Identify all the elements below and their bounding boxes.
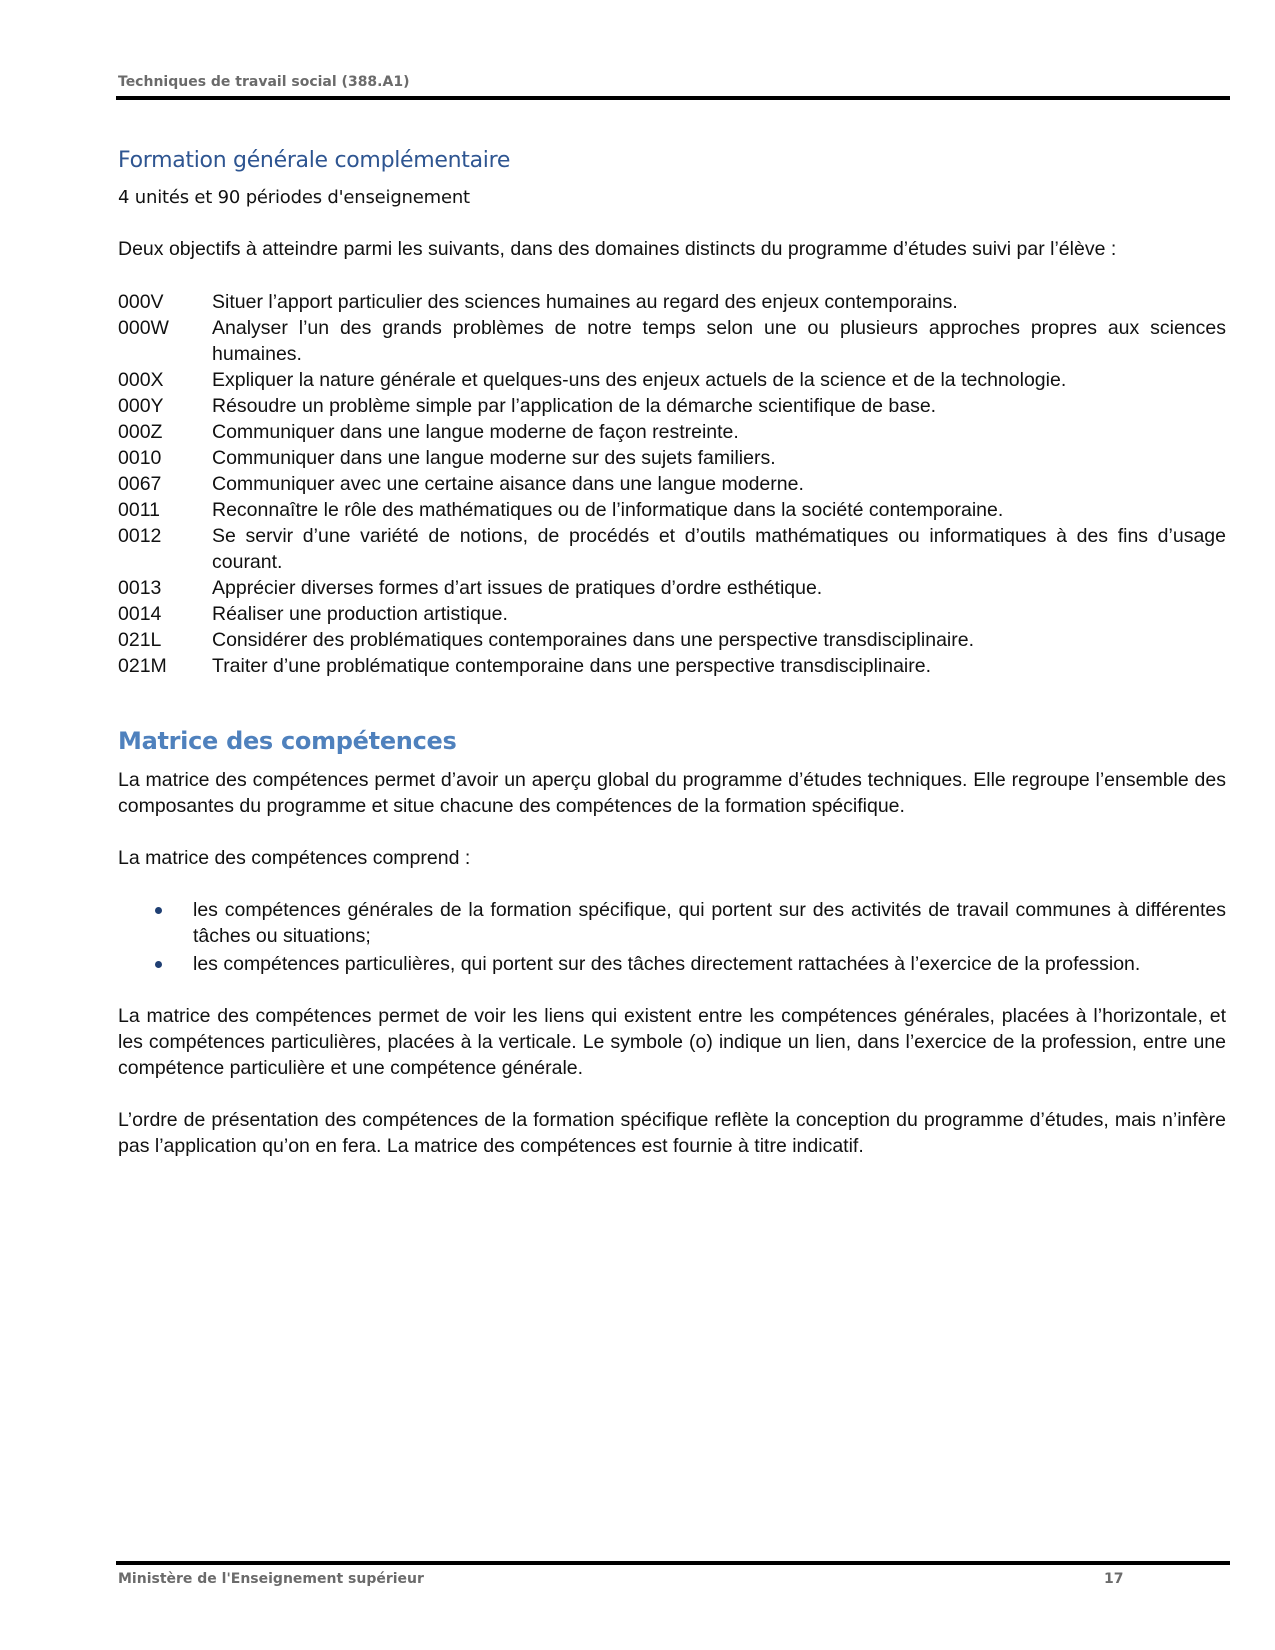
header-rule xyxy=(116,96,1230,100)
objectives-intro: Deux objectifs à atteindre parmi les suivants, dans des domaines distincts du programme d’études suivi par l’élève : xyxy=(118,238,1117,260)
objective-code: 021M xyxy=(118,655,167,677)
footer-publisher: Ministère de l'Enseignement supérieur xyxy=(118,1571,424,1587)
objective-row xyxy=(118,445,1226,471)
objective-code: 000V xyxy=(118,291,164,313)
objective-text: Traiter d’une problématique contemporaine dans une perspective transdisciplinaire. xyxy=(212,655,932,677)
objective-row xyxy=(118,627,1226,653)
objective-code: 0067 xyxy=(118,473,162,495)
objective-text: Situer l’apport particulier des sciences humaines au regard des enjeux contemporains. xyxy=(212,291,958,313)
objective-text: Expliquer la nature générale et quelques-uns des enjeux actuels de la science et de la technologie. xyxy=(212,369,1067,391)
objective-code: 0012 xyxy=(118,525,162,547)
page-number: 17 xyxy=(1104,1571,1124,1587)
bullet-text: les compétences générales de la formation spécifique, qui portent sur des activités de travail communes à différentes tâches ou situations; xyxy=(193,899,1226,947)
objective-text: Analyser l’un des grands problèmes de notre temps selon une ou plusieurs approches propres aux sciences humaines. xyxy=(212,317,1226,365)
objective-text: Apprécier diverses formes d’art issues de pratiques d’ordre esthétique. xyxy=(212,577,823,599)
objectives-list xyxy=(118,289,1226,679)
objective-text: Se servir d’une variété de notions, de procédés et d’outils mathématiques ou informatiques à des fins d’usage courant. xyxy=(212,525,1226,573)
objective-text: Communiquer dans une langue moderne sur des sujets familiers. xyxy=(212,447,776,469)
objective-code: 0011 xyxy=(118,499,160,521)
bullet-text: les compétences particulières, qui portent sur des tâches directement rattachées à l’exercice de la profession. xyxy=(193,953,1141,975)
section-title-formation-generale: Formation générale complémentaire xyxy=(118,148,511,173)
matrice-paragraph-1: La matrice des compétences permet d’avoir un aperçu global du programme d’études techniques. Elle regroupe l’ensemble des composantes du programme et situe chacune des compétences de la formation spécifique. xyxy=(118,769,1226,817)
matrice-bullet-list xyxy=(118,897,1226,977)
objective-row xyxy=(118,653,1226,679)
objective-row xyxy=(118,497,1226,523)
objective-code: 000X xyxy=(118,369,164,391)
section-title-matrice: Matrice des compétences xyxy=(118,727,457,755)
objective-row xyxy=(118,471,1226,497)
matrice-paragraph-3: La matrice des compétences permet de voir les liens qui existent entre les compétences générales, placées à l’horizontale, et les compétences particulières, placées à la verticale. Le symbole (o) indique un lien, dans l’exercice de la profession, entre une compétence particulière et une compétence générale. xyxy=(118,1005,1226,1079)
matrice-paragraph-2: La matrice des compétences comprend : xyxy=(118,847,471,869)
objective-code: 000Z xyxy=(118,421,163,443)
objective-code: 021L xyxy=(118,629,162,651)
objective-code: 0013 xyxy=(118,577,162,599)
objective-code: 000Y xyxy=(118,395,164,417)
objective-text: Reconnaître le rôle des mathématiques ou de l’informatique dans la société contemporaine. xyxy=(212,499,1004,521)
objective-text: Communiquer avec une certaine aisance dans une langue moderne. xyxy=(212,473,804,495)
bullet-dot-icon xyxy=(155,907,162,914)
objective-text: Réaliser une production artistique. xyxy=(212,603,508,625)
objective-row xyxy=(118,419,1226,445)
objective-code: 0014 xyxy=(118,603,162,625)
objective-text: Résoudre un problème simple par l’application de la démarche scientifique de base. xyxy=(212,395,937,417)
page-content xyxy=(118,148,1226,1159)
objective-row xyxy=(118,315,1226,367)
running-header-title: Techniques de travail social (388.A1) xyxy=(118,74,410,90)
objective-row xyxy=(118,289,1226,315)
matrice-paragraph-4: L’ordre de présentation des compétences de la formation spécifique reflète la conception du programme d’études, mais n’infère pas l’application qu’on en fera. La matrice des compétences est fournie à titre indicatif. xyxy=(118,1109,1226,1157)
objective-text: Considérer des problématiques contemporaines dans une perspective transdisciplinaire. xyxy=(212,629,975,651)
bullet-item xyxy=(118,951,1226,977)
objective-code: 000W xyxy=(118,317,169,339)
objective-text: Communiquer dans une langue moderne de façon restreinte. xyxy=(212,421,739,443)
footer-rule xyxy=(116,1561,1230,1565)
objective-row xyxy=(118,367,1226,393)
objective-code: 0010 xyxy=(118,447,162,469)
bullet-item xyxy=(118,897,1226,949)
objective-row xyxy=(118,393,1226,419)
objective-row xyxy=(118,601,1226,627)
bullet-dot-icon xyxy=(155,961,162,968)
objective-row xyxy=(118,523,1226,575)
units-periods-line: 4 unités et 90 périodes d'enseignement xyxy=(118,187,470,208)
objective-row xyxy=(118,575,1226,601)
